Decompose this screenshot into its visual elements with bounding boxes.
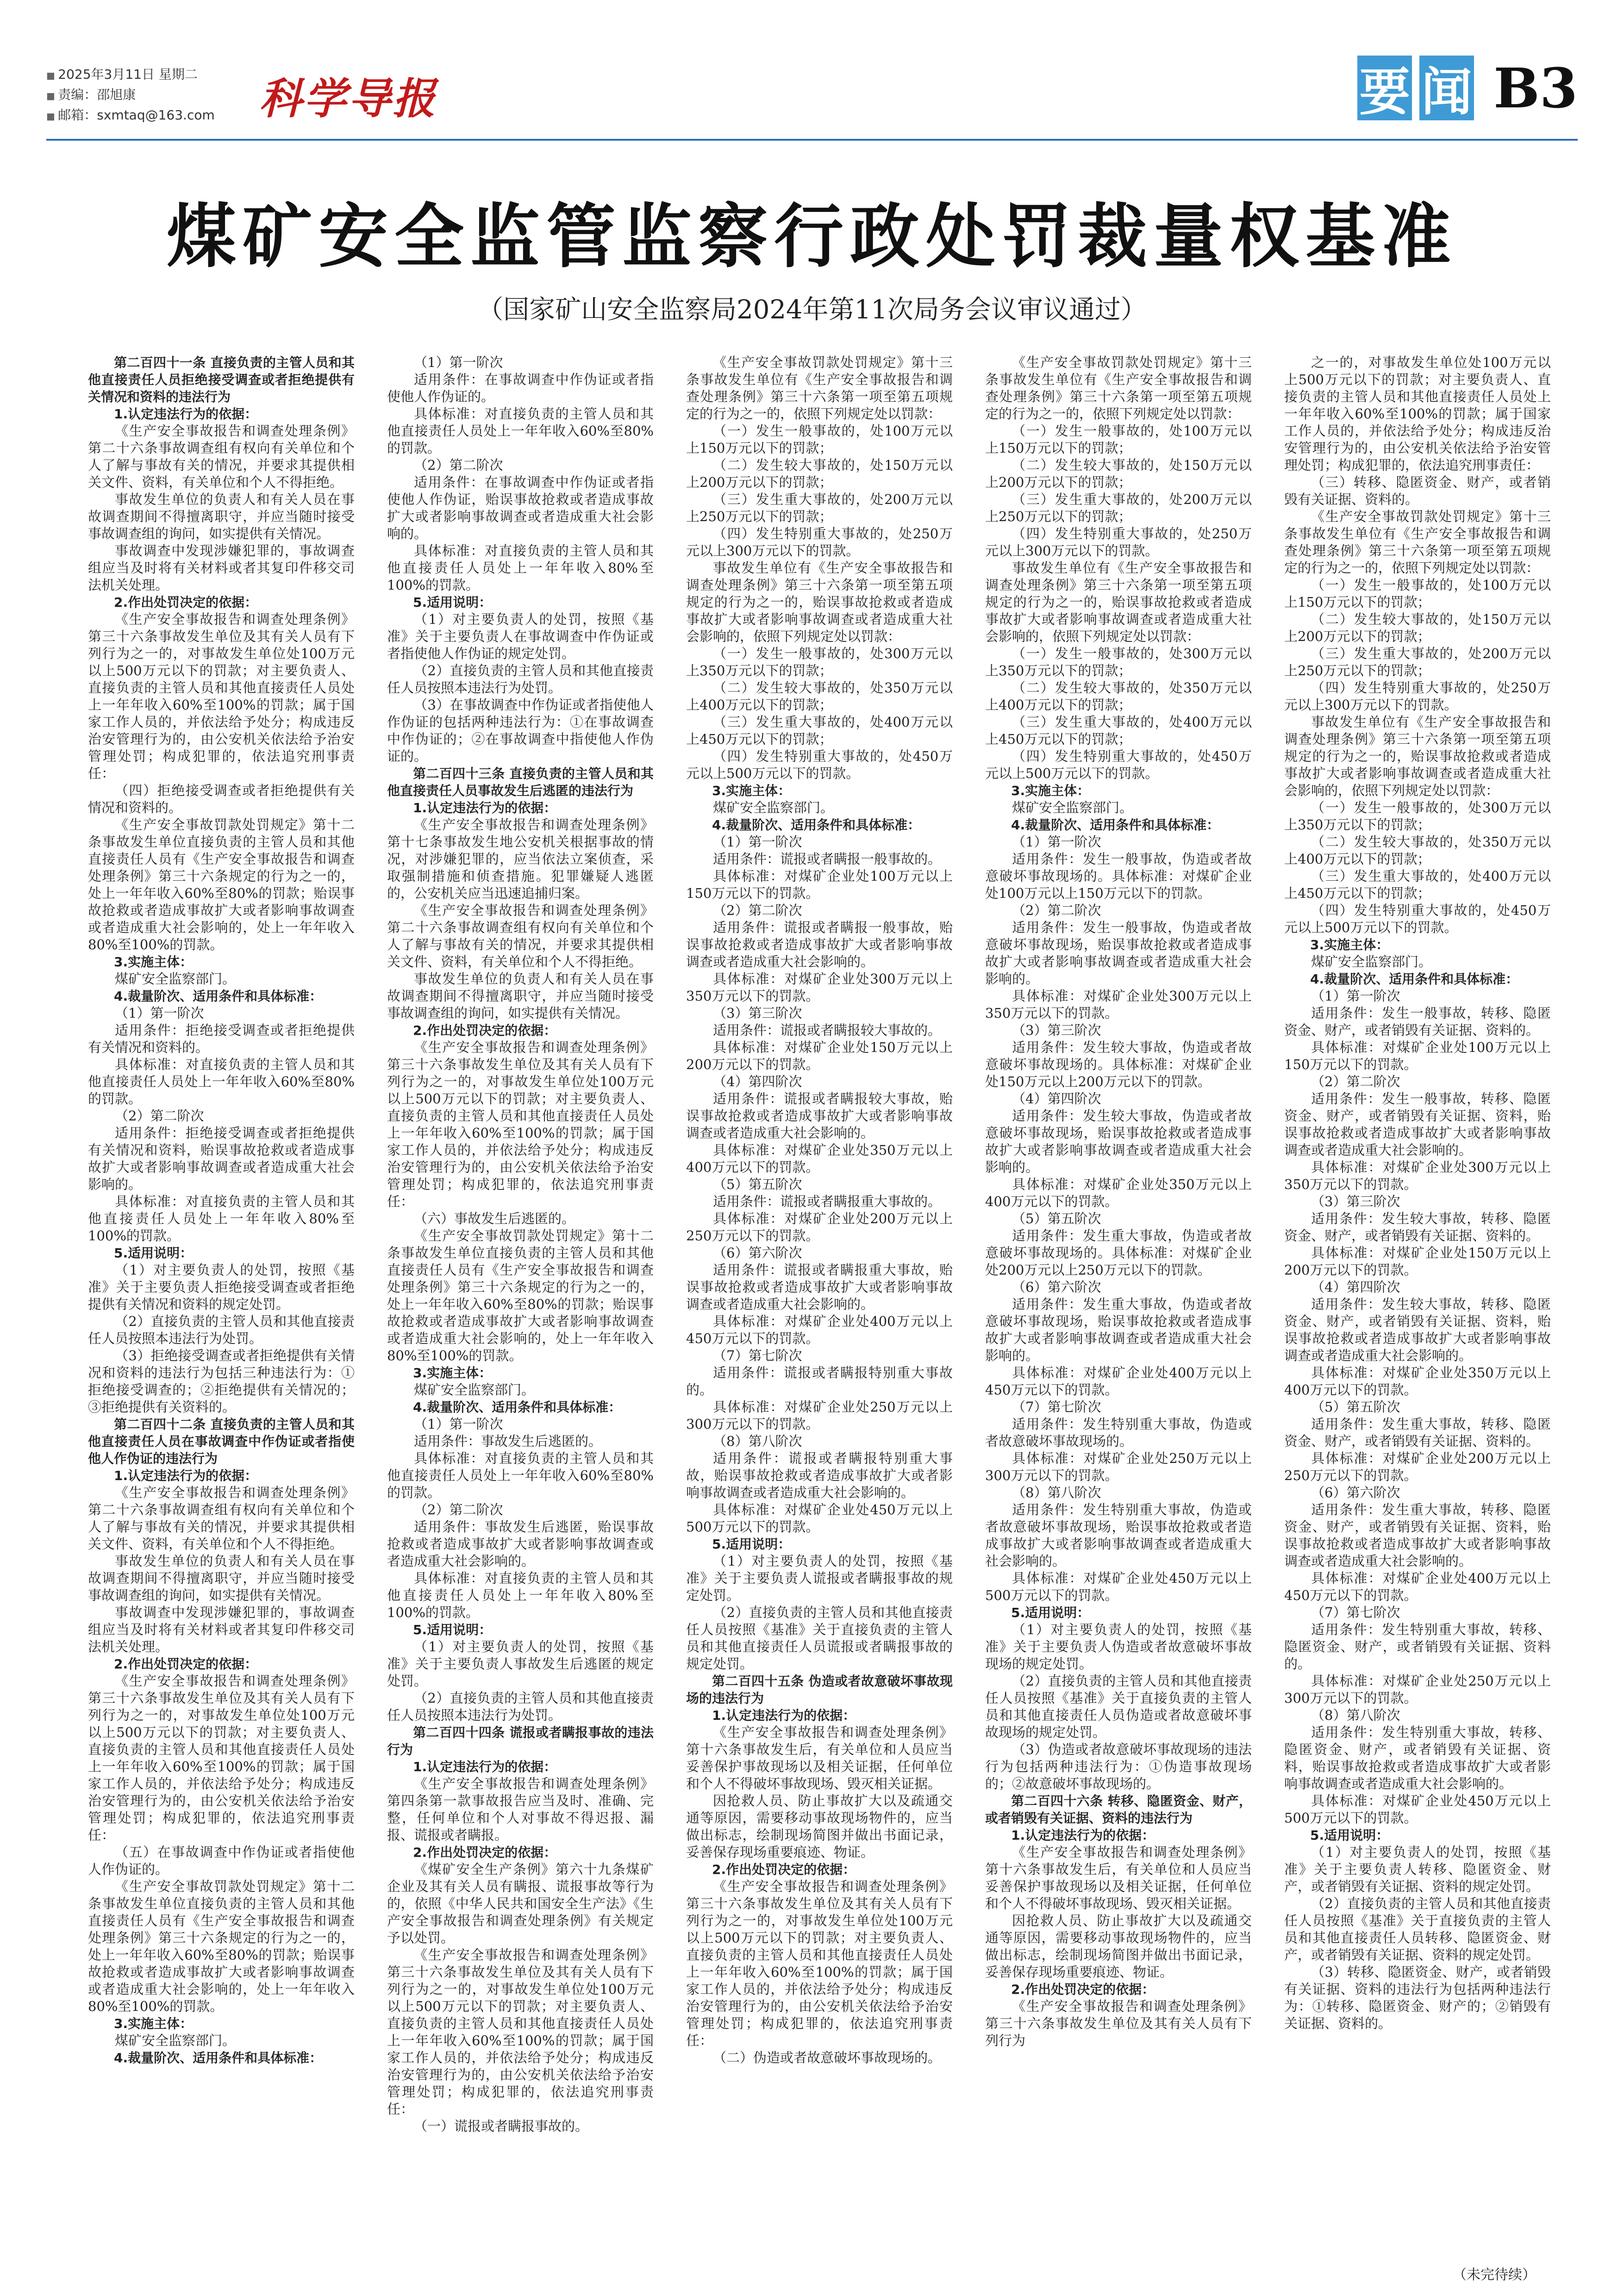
paragraph: 适用条件：拒绝接受调查或者拒绝提供有关情况和资料的。 [88, 1022, 355, 1055]
paragraph: （一）发生一般事故的，处100万元以上150万元以下的罚款； [1284, 577, 1551, 610]
paragraph: 适用条件：谎报或者瞒报较大事故，贻误事故抢救或者造成事故扩大或者影响事故调查或者造成重大社会影响的。 [686, 1091, 953, 1141]
paragraph: 适用条件：谎报或者瞒报特别重大事故的。 [686, 1365, 953, 1398]
paragraph: 《煤矿安全生产条例》第六十九条煤矿企业及其有关人员有瞒报、谎报事故等行为的，依照《中华人民共和国安全生产法》《生产安全事故报告和调查处理条例》有关规定予以处罚。 [387, 1861, 654, 1946]
paragraph: 具体标准：对煤矿企业处250万元以上300万元以下的罚款。 [686, 1399, 953, 1432]
paragraph: （6）第六阶次 [713, 1245, 802, 1261]
paragraph: （1）第一阶次 [1311, 988, 1400, 1004]
paragraph: 4.裁量阶次、适用条件和具体标准： [413, 1400, 622, 1415]
paragraph: 煤矿安全监察部门。 [1311, 954, 1432, 970]
paragraph: （一）发生一般事故的，处100万元以上150万元以下的罚款； [686, 423, 953, 456]
article-body [88, 354, 1551, 2270]
text-column-3 [686, 354, 953, 2270]
paragraph: （四）拒绝接受调查或者拒绝提供有关情况和资料的。 [88, 783, 355, 815]
paragraph: （8）第八阶次 [1311, 1707, 1400, 1723]
paragraph: 具体标准：对煤矿企业处150万元以上200万元以下的罚款。 [1284, 1245, 1551, 1278]
paragraph: 4.裁量阶次、适用条件和具体标准： [712, 817, 921, 833]
paragraph: 第二百四十二条 直接负责的主管人员和其他直接责任人员在事故调查中作伪证或者指使他人作伪证的违法行为 [88, 1417, 355, 1466]
paragraph: 《生产安全事故罚款处罚规定》第十二条事故发生单位直接负责的主管人员和其他直接责任人员有《生产安全事故报告和调查处理条例》第三十六条规定的行为之一的，处上一年年收入60%至80%的罚款；贻误事故抢救或者造成事故扩大或者影响事故调查或者造成重大社会影响的，处上一年年收入80%至100%的罚款。 [88, 817, 355, 952]
paragraph: （8）第八阶次 [713, 1433, 802, 1449]
paragraph: 《生产安全事故罚款处罚规定》第十三条事故发生单位有《生产安全事故报告和调查处理条例》第三十六条第一项至第五项规定的行为之一的，依照下列规定处以罚款： [985, 355, 1252, 422]
text-column-2 [387, 354, 654, 2270]
paragraph: 适用条件：发生重大事故，转移、隐匿资金、财产，或者销毁有关证据、资料，贻误事故抢救或者造成事故扩大或者影响事故调查或者造成重大社会影响的。 [1284, 1502, 1551, 1569]
paragraph: 具体标准：对煤矿企业处200万元以上250万元以下的罚款。 [686, 1211, 953, 1244]
page-number: B3 [1493, 56, 1578, 120]
paragraph: 具体标准：对煤矿企业处250万元以上300万元以下的罚款。 [1284, 1673, 1551, 1706]
paragraph: （1）第一阶次 [414, 355, 503, 370]
paragraph: （1）对主要负责人的处罚，按照《基准》关于主要负责人谎报或者瞒报事故的规定处罚。 [686, 1553, 953, 1603]
paragraph: 适用条件：发生重大事故，转移、隐匿资金、财产，或者销毁有关证据、资料的。 [1284, 1416, 1551, 1449]
paragraph: 适用条件：谎报或者瞒报一般事故，贻误事故抢救或者造成事故扩大或者影响事故调查或者造成重大社会影响的。 [686, 920, 953, 970]
paragraph: 适用条件：谎报或者瞒报特别重大事故，贻误事故抢救或者造成事故扩大或者影响事故调查或者造成重大社会影响的。 [686, 1450, 953, 1500]
paragraph: 适用条件：在事故调查中作伪证或者指使他人作伪证的。 [387, 372, 654, 404]
paragraph: 《生产安全事故报告和调查处理条例》第三十六条事故发生单位及其有关人员有下列行为之一的，对事故发生单位处100万元以上500万元以下的罚款；对主要负责人、直接负责的主管人员和其他直接责任人员处上一年年收入60%至100%的罚款；属于国家工作人员的，并依法给予处分；构成违反治安管理行为的，由公安机关依法给予治安管理处罚；构成犯罪的，依法追究刑事责任： [88, 611, 355, 781]
paragraph: 具体标准：对直接负责的主管人员和其他直接责任人员处上一年年收入60%至80%的罚款。 [88, 1057, 355, 1107]
paragraph: 第二百四十六条 转移、隐匿资金、财产，或者销毁有关证据、资料的违法行为 [985, 1793, 1252, 1826]
paragraph: 2.作出处罚决定的依据： [1011, 1982, 1155, 1997]
paragraph: （6）第六阶次 [1311, 1485, 1400, 1500]
paragraph: 煤矿安全监察部门。 [115, 971, 236, 987]
paragraph: 适用条件：发生较大事故，转移、隐匿资金、财产，或者销毁有关证据、资料的。 [1284, 1211, 1551, 1244]
paragraph: （二）发生较大事故的，处350万元以上400万元以下的罚款； [985, 680, 1252, 713]
paragraph: 事故调查中发现涉嫌犯罪的，事故调查组应当及时将有关材料或者其复印件移交司法机关处理。 [88, 1605, 355, 1655]
paragraph: （3）第三阶次 [1311, 1194, 1400, 1209]
continued-note: （未完待续） [1453, 2267, 1536, 2283]
paragraph: 具体标准：对煤矿企业处150万元以上200万元以下的罚款。 [686, 1039, 953, 1072]
paragraph: 适用条件：发生一般事故，伪造或者故意破坏事故现场的。具体标准：对煤矿企业处100万元以上150万元以下的罚款。 [985, 851, 1252, 901]
paragraph: （4）第四阶次 [1012, 1091, 1101, 1107]
paragraph: 具体标准：对煤矿企业处100万元以上150万元以下的罚款。 [686, 868, 953, 901]
paragraph: 适用条件：发生特别重大事故，转移、隐匿资金、财产，或者销毁有关证据、资料的。 [1284, 1622, 1551, 1672]
paragraph: （8）第八阶次 [1012, 1485, 1101, 1500]
paragraph: （三）发生重大事故的，处400万元以上450万元以下的罚款； [686, 714, 953, 747]
paragraph: （一）发生一般事故的，处100万元以上150万元以下的罚款； [985, 423, 1252, 456]
paragraph: 事故发生单位的负责人和有关人员在事故调查期间不得擅离职守，并应当随时接受事故调查组的询问，如实提供有关情况。 [387, 971, 654, 1021]
paragraph: 具体标准：对直接负责的主管人员和其他直接责任人员处上一年年收入80%至100%的罚款。 [88, 1194, 355, 1244]
paragraph: 具体标准：对煤矿企业处350万元以上400万元以下的罚款。 [686, 1142, 953, 1175]
paragraph: 《生产安全事故报告和调查处理条例》第十六条事故发生后，有关单位和人员应当妥善保护事故现场以及相关证据，任何单位和个人不得破坏事故现场、毁灭相关证据。 [686, 1724, 953, 1792]
issue-date: ■ 2025年3月11日 星期二 [46, 65, 215, 85]
paragraph: 具体标准：对煤矿企业处400万元以上450万元以下的罚款。 [686, 1313, 953, 1346]
paragraph: 2.作出处罚决定的依据： [712, 1862, 856, 1877]
paragraph: （一）谎报或者瞒报事故的。 [414, 2118, 589, 2134]
paragraph: 《生产安全事故报告和调查处理条例》第十七条事故发生地公安机关根据事故的情况，对涉嫌犯罪的，应当依法立案侦查，采取强制措施和侦查措施。犯罪嫌疑人逃匿的，公安机关应当迅速追捕归案。 [387, 817, 654, 901]
paragraph: （5）第五阶次 [713, 1176, 802, 1192]
paragraph: （2）第二阶次 [1311, 1074, 1400, 1089]
paragraph: 适用条件：在事故调查中作伪证或者指使他人作伪证，贻误事故抢救或者造成事故扩大或者影响事故调查或者造成重大社会影响的。 [387, 474, 654, 541]
paragraph: 事故发生单位有《生产安全事故报告和调查处理条例》第三十六条第一项至第五项规定的行为之一的，贻误事故抢救或者造成事故扩大或者影响事故调查或者造成重大社会影响的，依照下列规定处以罚款： [686, 560, 953, 644]
paragraph: 具体标准：对煤矿企业处200万元以上250万元以下的罚款。 [1284, 1450, 1551, 1483]
paragraph: （2）第二阶次 [1012, 902, 1101, 918]
paragraph: （三）发生重大事故的，处200万元以上250万元以下的罚款； [686, 492, 953, 524]
paragraph: 适用条件：谎报或者瞒报较大事故的。 [713, 1022, 942, 1038]
paragraph: （2）直接负责的主管人员和其他直接责任人员按照本违法行为处罚。 [88, 1313, 355, 1346]
paragraph: （1）对主要负责人的处罚，按照《基准》关于主要负责人拒绝接受调查或者拒绝提供有关情况和资料的规定处罚。 [88, 1262, 355, 1312]
paragraph: 1.认定违法行为的依据： [413, 1759, 557, 1774]
paragraph: 第二百四十三条 直接负责的主管人员和其他直接责任人员事故发生后逃匿的违法行为 [387, 766, 654, 798]
paragraph: （2）直接负责的主管人员和其他直接责任人员按照本违法行为处罚。 [387, 1690, 654, 1723]
paragraph: （2）直接负责的主管人员和其他直接责任人员按照本违法行为处罚。 [387, 663, 654, 696]
paragraph: （5）第五阶次 [1012, 1211, 1101, 1226]
paragraph: 具体标准：对直接负责的主管人员和其他直接责任人员处上一年年收入80%至100%的罚款。 [387, 543, 654, 593]
paragraph: 5.适用说明： [114, 1245, 193, 1261]
paragraph: （1）对主要负责人的处罚，按照《基准》关于主要负责人在事故调查中作伪证或者指使他人作伪证的规定处罚。 [387, 611, 654, 661]
paragraph: 《生产安全事故报告和调查处理条例》第二十六条事故调查组有权向有关单位和个人了解与事故有关的情况，并要求其提供相关文件、资料，有关单位和个人不得拒绝。 [88, 1485, 355, 1552]
article-subtitle: （国家矿山安全监察局2024年第11次局务会议审议通过） [477, 295, 1147, 325]
paragraph: （4）第四阶次 [1311, 1279, 1400, 1295]
paragraph: 具体标准：对煤矿企业处100万元以上150万元以下的罚款。 [1284, 1039, 1551, 1072]
paragraph: 适用条件：谎报或者瞒报重大事故，贻误事故抢救或者造成事故扩大或者影响事故调查或者造成重大社会影响的。 [686, 1262, 953, 1312]
paragraph: （三）发生重大事故的，处400万元以上450万元以下的罚款； [1284, 868, 1551, 901]
paragraph: 3.实施主体： [413, 1365, 492, 1381]
paragraph: 3.实施主体： [1011, 783, 1090, 798]
paragraph: 具体标准：对煤矿企业处450万元以上500万元以下的罚款。 [985, 1570, 1252, 1603]
paragraph: 《生产安全事故报告和调查处理条例》第三十六条事故发生单位及其有关人员有下列行为之一的，对事故发生单位处100万元以上500万元以下的罚款；对主要负责人、直接负责的主管人员和其他直接责任人员处上一年年收入60%至100%的罚款；属于国家工作人员的，并依法给予处分；构成违反治安管理行为的，由公安机关依法给予治安管理处罚；构成犯罪的，依法追究刑事责任： [88, 1673, 355, 1843]
paragraph: （三）发生重大事故的，处200万元以上250万元以下的罚款； [1284, 646, 1551, 678]
paragraph: （五）在事故调查中作伪证或者指使他人作伪证的。 [88, 1844, 355, 1877]
paragraph: 因抢救人员、防止事故扩大以及疏通交通等原因，需要移动事故现场物件的，应当做出标志，绘制现场简图并做出书面记录，妥善保存现场重要痕迹、物证。 [985, 1913, 1252, 1980]
paragraph: 1.认定违法行为的依据： [114, 406, 258, 422]
paragraph: 4.裁量阶次、适用条件和具体标准： [1310, 971, 1519, 987]
newspaper-logo: 科学导报 [259, 74, 437, 124]
paragraph: （3）伪造或者故意破坏事故现场的违法行为包括两种违法行为：①伪造事故现场的；②故意破坏事故现场的。 [985, 1742, 1252, 1792]
paragraph: 具体标准：对直接负责的主管人员和其他直接责任人员处上一年年收入60%至80%的罚款。 [387, 1450, 654, 1500]
paragraph: （3）第三阶次 [713, 1005, 802, 1021]
paragraph: 具体标准：对直接负责的主管人员和其他直接责任人员处上一年年收入60%至80%的罚款。 [387, 406, 654, 456]
paragraph: 适用条件：发生较大事故，转移、隐匿资金、财产，或者销毁有关证据、资料，贻误事故抢救或者造成事故扩大或者影响事故调查或者造成重大社会影响的。 [1284, 1296, 1551, 1363]
paragraph: 1.认定违法行为的依据： [114, 1468, 258, 1483]
paragraph: 《生产安全事故报告和调查处理条例》第二十六条事故调查组有权向有关单位和个人了解与事故有关的情况，并要求其提供相关文件、资料，有关单位和个人不得拒绝。 [88, 423, 355, 490]
paragraph: 适用条件：发生重大事故，伪造或者故意破坏事故现场的。具体标准：对煤矿企业处200万元以上250万元以下的罚款。 [985, 1228, 1252, 1278]
paragraph: 之一的，对事故发生单位处100万元以上500万元以下的罚款；对主要负责人、直接负责的主管人员和其他直接责任人员处上一年年收入60%至100%的罚款；属于国家工作人员的，并依法给予处分；构成违反治安管理行为的，由公安机关依法给予治安管理处罚；构成犯罪的，依法追究刑事责任： [1284, 355, 1551, 473]
header-divider [46, 139, 1578, 141]
paragraph: 煤矿安全监察部门。 [1012, 800, 1133, 815]
paragraph: （三）发生重大事故的，处200万元以上250万元以下的罚款； [985, 492, 1252, 524]
paragraph: （2）第二阶次 [414, 457, 503, 473]
paragraph: （三）转移、隐匿资金、财产，或者销毁有关证据、资料的。 [1284, 474, 1551, 507]
paragraph: 具体标准：对煤矿企业处400万元以上450万元以下的罚款。 [985, 1365, 1252, 1398]
article-title: 煤矿安全监管监察行政处罚裁量权基准 [166, 197, 1457, 277]
paragraph: 《生产安全事故罚款处罚规定》第十三条事故发生单位有《生产安全事故报告和调查处理条例》第三十六条第一项至第五项规定的行为之一的，依照下列规定处以罚款： [1284, 509, 1551, 576]
paragraph: 2.作出处罚决定的依据： [413, 1023, 557, 1038]
paragraph: （2）直接负责的主管人员和其他直接责任人员按照《基准》关于直接负责的主管人员和其他直接责任人员转移、隐匿资金、财产，或者销毁有关证据、资料的规定处罚。 [1284, 1896, 1551, 1963]
paragraph: 《生产安全事故报告和调查处理条例》第三十六条事故发生单位及其有关人员有下列行为之一的，对事故发生单位处100万元以上500万元以下的罚款；对主要负责人、直接负责的主管人员和其他直接责任人员处上一年年收入60%至100%的罚款；属于国家工作人员的，并依法给予处分；构成违反治安管理行为的，由公安机关依法给予治安管理处罚；构成犯罪的，依法追究刑事责任： [387, 1947, 654, 2117]
paragraph: （7）第七阶次 [1012, 1399, 1101, 1415]
paragraph: 3.实施主体： [114, 2016, 193, 2031]
text-column-4 [985, 354, 1252, 2270]
paragraph: （一）发生一般事故的，处300万元以上350万元以下的罚款； [686, 646, 953, 678]
paragraph: 适用条件：事故发生后逃匿，贻误事故抢救或者造成事故扩大或者影响事故调查或者造成重大社会影响的。 [387, 1519, 654, 1569]
paragraph: （2）直接负责的主管人员和其他直接责任人员按照《基准》关于直接负责的主管人员和其他直接责任人员谎报或者瞒报事故的规定处罚。 [686, 1605, 953, 1672]
paragraph: （7）第七阶次 [713, 1348, 802, 1363]
paragraph: 第二百四十一条 直接负责的主管人员和其他直接责任人员拒绝接受调查或者拒绝提供有关情况和资料的违法行为 [88, 355, 355, 404]
paragraph: （3）第三阶次 [1012, 1022, 1101, 1038]
email-line: ■ 邮箱：sxmtaq@163.com [46, 106, 215, 126]
paragraph: （六）事故发生后逃匿的。 [414, 1211, 575, 1226]
paragraph: （2）直接负责的主管人员和其他直接责任人员按照《基准》关于直接负责的主管人员和其他直接责任人员伪造或者故意破坏事故现场的规定处罚。 [985, 1673, 1252, 1740]
paragraph: 适用条件：谎报或者瞒报一般事故的。 [713, 851, 942, 867]
masthead-info [46, 65, 215, 126]
paragraph: 具体标准：对直接负责的主管人员和其他直接责任人员处上一年年收入80%至100%的罚款。 [387, 1570, 654, 1620]
paragraph: （二）伪造或者故意破坏事故现场的。 [713, 2050, 942, 2066]
paragraph: （7）第七阶次 [1311, 1605, 1400, 1620]
paragraph: 2.作出处罚决定的依据： [114, 595, 258, 610]
paragraph: 《生产安全事故报告和调查处理条例》第三十六条事故发生单位及其有关人员有下列行为 [985, 1998, 1252, 2048]
paragraph: （四）发生特别重大事故的，处250万元以上300万元以下的罚款。 [1284, 680, 1551, 713]
text-column-1 [88, 354, 355, 2270]
paragraph: （四）发生特别重大事故的，处450万元以上500万元以下的罚款。 [686, 748, 953, 781]
paragraph: 适用条件：发生特别重大事故，伪造或者故意破坏事故现场，贻误事故抢救或者造成事故扩大或者影响事故调查或者造成重大社会影响的。 [985, 1502, 1252, 1569]
section-char-1: 要 [1357, 56, 1412, 120]
paragraph: 《生产安全事故罚款处罚规定》第十三条事故发生单位有《生产安全事故报告和调查处理条例》第三十六条第一项至第五项规定的行为之一的，依照下列规定处以罚款： [686, 355, 953, 422]
paragraph: （1）对主要负责人的处罚，按照《基准》关于主要负责人伪造或者故意破坏事故现场的规定处罚。 [985, 1622, 1252, 1672]
paragraph: 《生产安全事故报告和调查处理条例》第十六条事故发生后，有关单位和人员应当妥善保护事故现场以及相关证据，任何单位和个人不得破坏事故现场、毁灭相关证据。 [985, 1844, 1252, 1911]
paragraph: （1）第一阶次 [1012, 834, 1101, 850]
paragraph: 《生产安全事故罚款处罚规定》第十二条事故发生单位直接负责的主管人员和其他直接责任人员有《生产安全事故报告和调查处理条例》第三十六条规定的行为之一的，处上一年年收入60%至80%的罚款；贻误事故抢救或者造成事故扩大或者影响事故调查或者造成重大社会影响的，处上一年年收入80%至100%的罚款。 [387, 1228, 654, 1363]
paragraph: 2.作出处罚决定的依据： [413, 1845, 557, 1860]
paragraph: 具体标准：对煤矿企业处350万元以上400万元以下的罚款。 [985, 1176, 1252, 1209]
paragraph: （二）发生较大事故的，处150万元以上200万元以下的罚款； [686, 457, 953, 490]
paragraph: （1）对主要负责人的处罚，按照《基准》关于主要负责人转移、隐匿资金、财产，或者销毁有关证据、资料的规定处罚。 [1284, 1844, 1551, 1894]
paragraph: （3）转移、隐匿资金、财产，或者销毁有关证据、资料的违法行为包括两种违法行为：①转移、隐匿资金、财产的；②销毁有关证据、资料的。 [1284, 1964, 1551, 2031]
paragraph: 适用条件：发生较大事故，伪造或者故意破坏事故现场，贻误事故抢救或者造成事故扩大或者影响事故调查或者造成重大社会影响的。 [985, 1108, 1252, 1175]
paragraph: （6）第六阶次 [1012, 1279, 1101, 1295]
paragraph: （四）发生特别重大事故的，处450万元以上500万元以下的罚款。 [985, 748, 1252, 781]
paragraph: 适用条件：发生一般事故，伪造或者故意破坏事故现场，贻误事故抢救或者造成事故扩大或者影响事故调查或者造成重大社会影响的。 [985, 920, 1252, 987]
paragraph: 具体标准：对煤矿企业处450万元以上500万元以下的罚款。 [686, 1502, 953, 1535]
text-column-5 [1284, 354, 1551, 2270]
paragraph: 5.适用说明： [1310, 1828, 1389, 1843]
paragraph: 具体标准：对煤矿企业处300万元以上350万元以下的罚款。 [686, 971, 953, 1004]
paragraph: 事故发生单位有《生产安全事故报告和调查处理条例》第三十六条第一项至第五项规定的行为之一的，贻误事故抢救或者造成事故扩大或者影响事故调查或者造成重大社会影响的，依照下列规定处以罚款： [1284, 714, 1551, 798]
paragraph: 2.作出处罚决定的依据： [114, 1656, 258, 1672]
paragraph: 煤矿安全监察部门。 [115, 2033, 236, 2048]
paragraph: 1.认定违法行为的依据： [413, 800, 557, 815]
paragraph: 适用条件：发生特别重大事故，转移、隐匿资金、财产，或者销毁有关证据、资料，贻误事故抢救或者造成事故扩大或者影响事故调查或者造成重大社会影响的。 [1284, 1724, 1551, 1792]
paragraph: 5.适用说明： [712, 1537, 791, 1552]
paragraph: （四）发生特别重大事故的，处250万元以上300万元以下的罚款。 [985, 526, 1252, 559]
paragraph: 5.适用说明： [1011, 1605, 1090, 1620]
paragraph: 因抢救人员、防止事故扩大以及疏通交通等原因，需要移动事故现场物件的，应当做出标志，绘制现场简图并做出书面记录，妥善保存现场重要痕迹、物证。 [686, 1793, 953, 1860]
paragraph: 《生产安全事故罚款处罚规定》第十二条事故发生单位直接负责的主管人员和其他直接责任人员有《生产安全事故报告和调查处理条例》第三十六条规定的行为之一的，处上一年年收入60%至80%的罚款；贻误事故抢救或者造成事故扩大或者影响事故调查或者造成重大社会影响的，处上一年年收入80%至100%的罚款。 [88, 1879, 355, 2014]
paragraph: 适用条件：拒绝接受调查或者拒绝提供有关情况和资料，贻误事故抢救或者造成事故扩大或者影响事故调查或者造成重大社会影响的。 [88, 1125, 355, 1192]
paragraph: （三）发生重大事故的，处400万元以上450万元以下的罚款； [985, 714, 1252, 747]
paragraph: 第二百四十四条 谎报或者瞒报事故的违法行为 [387, 1725, 654, 1757]
paragraph: （3）拒绝接受调查或者拒绝提供有关情况和资料的违法行为包括三种违法行为：①拒绝接受调查的；②拒绝提供有关情况的；③拒绝提供有关资料的。 [88, 1348, 355, 1415]
paragraph: （一）发生一般事故的，处300万元以上350万元以下的罚款； [985, 646, 1252, 678]
paragraph: 适用条件：发生一般事故，转移、隐匿资金、财产，或者销毁有关证据、资料的。 [1284, 1005, 1551, 1038]
paragraph: （四）发生特别重大事故的，处250万元以上300万元以下的罚款。 [686, 526, 953, 559]
paragraph: 适用条件：发生一般事故，转移、隐匿资金、财产，或者销毁有关证据、资料，贻误事故抢救或者造成事故扩大或者影响事故调查或者造成重大社会影响的。 [1284, 1091, 1551, 1158]
paragraph: （二）发生较大事故的，处350万元以上400万元以下的罚款； [686, 680, 953, 713]
paragraph: （四）发生特别重大事故的，处450万元以上500万元以下的罚款。 [1284, 902, 1551, 935]
paragraph: 3.实施主体： [114, 954, 193, 970]
paragraph: （一）发生一般事故的，处300万元以上350万元以下的罚款； [1284, 800, 1551, 833]
paragraph: 具体标准：对煤矿企业处400万元以上450万元以下的罚款。 [1284, 1570, 1551, 1603]
paragraph: 事故发生单位的负责人和有关人员在事故调查期间不得擅离职守，并应当随时接受事故调查组的询问，如实提供有关情况。 [88, 492, 355, 541]
paragraph: 事故发生单位的负责人和有关人员在事故调查期间不得擅离职守，并应当随时接受事故调查组的询问，如实提供有关情况。 [88, 1553, 355, 1603]
paragraph: （1）第一阶次 [713, 834, 802, 850]
paragraph: （二）发生较大事故的，处150万元以上200万元以下的罚款； [1284, 611, 1551, 644]
paragraph: 具体标准：对煤矿企业处300万元以上350万元以下的罚款。 [985, 988, 1252, 1021]
paragraph: 适用条件：发生特别重大事故，伪造或者故意破坏事故现场的。 [985, 1416, 1252, 1449]
paragraph: 适用条件：谎报或者瞒报重大事故的。 [713, 1194, 942, 1209]
paragraph: 具体标准：对煤矿企业处300万元以上350万元以下的罚款。 [1284, 1159, 1551, 1192]
paragraph: 5.适用说明： [413, 1622, 492, 1637]
paragraph: 适用条件：发生重大事故，伪造或者故意破坏事故现场，贻误事故抢救或者造成事故扩大或者影响事故调查或者造成重大社会影响的。 [985, 1296, 1252, 1363]
paragraph: （二）发生较大事故的，处150万元以上200万元以下的罚款； [985, 457, 1252, 490]
paragraph: （4）第四阶次 [713, 1074, 802, 1089]
paragraph: 1.认定违法行为的依据： [712, 1708, 856, 1723]
paragraph: 具体标准：对煤矿企业处450万元以上500万元以下的罚款。 [1284, 1793, 1551, 1826]
paragraph: 4.裁量阶次、适用条件和具体标准： [114, 989, 323, 1004]
paragraph: 《生产安全事故报告和调查处理条例》第三十六条事故发生单位及其有关人员有下列行为之一的，对事故发生单位处100万元以上500万元以下的罚款；对主要负责人、直接负责的主管人员和其他直接责任人员处上一年年收入60%至100%的罚款；属于国家工作人员的，并依法给予处分；构成违反治安管理行为的，由公安机关依法给予治安管理处罚；构成犯罪的，依法追究刑事责任： [686, 1879, 953, 2048]
paragraph: 《生产安全事故报告和调查处理条例》第二十六条事故调查组有权向有关单位和个人了解与事故有关的情况，并要求其提供相关文件、资料，有关单位和个人不得拒绝。 [387, 902, 654, 970]
paragraph: （1）对主要负责人的处罚，按照《基准》关于主要负责人事故发生后逃匿的规定处罚。 [387, 1639, 654, 1689]
paragraph: 事故调查中发现涉嫌犯罪的，事故调查组应当及时将有关材料或者其复印件移交司法机关处理。 [88, 543, 355, 593]
paragraph: 1.认定违法行为的依据： [1011, 1828, 1155, 1843]
paragraph: （二）发生较大事故的，处350万元以上400万元以下的罚款； [1284, 834, 1551, 867]
paragraph: （2）第二阶次 [115, 1108, 204, 1124]
section-label [1357, 56, 1578, 120]
paragraph: （2）第二阶次 [414, 1502, 503, 1518]
paragraph: 4.裁量阶次、适用条件和具体标准： [1011, 817, 1220, 833]
paragraph: 《生产安全事故报告和调查处理条例》第四条第一款事故报告应当及时、准确、完整，任何单位和个人对事故不得迟报、漏报、谎报或者瞒报。 [387, 1776, 654, 1843]
paragraph: 适用条件：发生较大事故，伪造或者故意破坏事故现场的。具体标准：对煤矿企业处150万元以上200万元以下的罚款。 [985, 1039, 1252, 1089]
paragraph: 5.适用说明： [413, 595, 492, 610]
editor-line: ■ 责编：邵旭康 [46, 85, 215, 106]
paragraph: 3.实施主体： [712, 783, 791, 798]
paragraph: 第二百四十五条 伪造或者故意破坏事故现场的违法行为 [686, 1674, 953, 1706]
paragraph: 煤矿安全监察部门。 [414, 1382, 535, 1398]
paragraph: （5）第五阶次 [1311, 1399, 1400, 1415]
paragraph: 适用条件：事故发生后逃匿的。 [414, 1433, 602, 1449]
paragraph: （1）第一阶次 [414, 1416, 503, 1432]
paragraph: 事故发生单位有《生产安全事故报告和调查处理条例》第三十六条第一项至第五项规定的行为之一的，贻误事故抢救或者造成事故扩大或者影响事故调查或者造成重大社会影响的，依照下列规定处以罚款： [985, 560, 1252, 644]
paragraph: 3.实施主体： [1310, 937, 1389, 952]
paragraph: 具体标准：对煤矿企业处350万元以上400万元以下的罚款。 [1284, 1365, 1551, 1398]
paragraph: 4.裁量阶次、适用条件和具体标准： [114, 2050, 323, 2066]
section-char-2: 闻 [1419, 56, 1474, 120]
paragraph: （2）第二阶次 [713, 902, 802, 918]
paragraph: （3）在事故调查中作伪证或者指使他人作伪证的包括两种违法行为：①在事故调查中作伪证的；②在事故调查中指使他人作伪证的。 [387, 697, 654, 764]
paragraph: 具体标准：对煤矿企业处250万元以上300万元以下的罚款。 [985, 1450, 1252, 1483]
paragraph: （1）第一阶次 [115, 1005, 204, 1021]
paragraph: 《生产安全事故报告和调查处理条例》第三十六条事故发生单位及其有关人员有下列行为之一的，对事故发生单位处100万元以上500万元以下的罚款；对主要负责人、直接负责的主管人员和其他直接责任人员处上一年年收入60%至100%的罚款；属于国家工作人员的，并依法给予处分；构成违反治安管理行为的，由公安机关依法给予治安管理处罚；构成犯罪的，依法追究刑事责任： [387, 1039, 654, 1209]
paragraph: 煤矿安全监察部门。 [713, 800, 834, 815]
